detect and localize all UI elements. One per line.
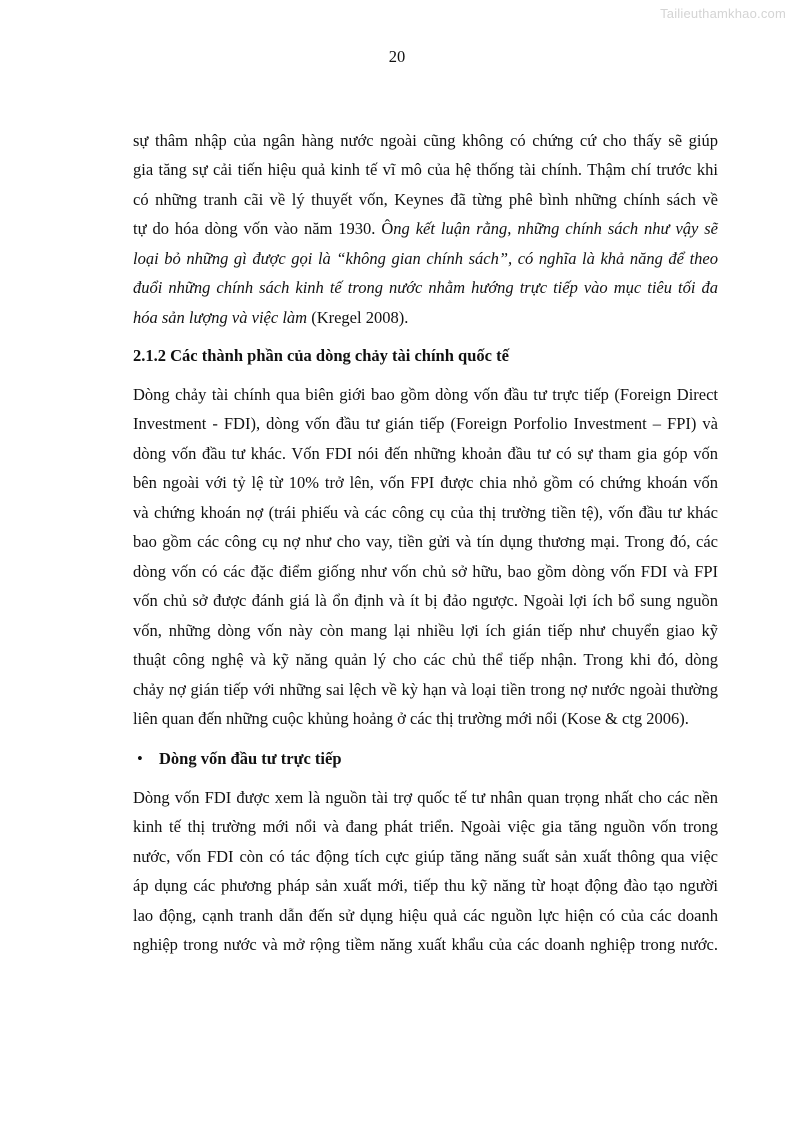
text-line: bên ngoài với tỷ lệ từ 10% trở lên, vốn FPI được chia nhỏ gồm có chứng khoán vốn bbox=[133, 473, 718, 492]
text-line: áp dụng các phương pháp sản xuất mới, tiếp thu kỹ năng từ hoạt động đào tạo người bbox=[133, 876, 718, 895]
text-line bbox=[133, 308, 718, 328]
section-heading: 2.1.2 Các thành phần của dòng chảy tài chính quốc tế bbox=[133, 346, 509, 365]
text-italic: hóa sản lượng và việc làm bbox=[133, 308, 308, 327]
text-line: gia tăng sự cải tiến hiệu quả kinh tế vĩ mô của hệ thống tài chính. Thậm chí trước khi bbox=[133, 160, 718, 179]
text-italic: ng kết luận rằng, những chính sách như vậy sẽ bbox=[393, 219, 719, 238]
text-line: nghiệp trong nước và mở rộng tiềm năng xuất khẩu của các doanh nghiệp trong nước. bbox=[133, 935, 718, 954]
text-line: bao gồm các công cụ nợ như cho vay, tiền gửi và tín dụng thương mại. Trong đó, các bbox=[133, 532, 718, 551]
text-line bbox=[133, 219, 718, 239]
text-line: chảy nợ gián tiếp với những sai lệch về kỳ hạn và loại tiền trong nợ nước ngoài thường bbox=[133, 680, 718, 699]
watermark: Tailieuthamkhao.com bbox=[660, 6, 786, 21]
text-italic: loại bỏ những gì được gọi là “không gian chính sách”, có nghĩa là khả năng để theo bbox=[133, 249, 718, 268]
text-line: vốn chủ sở được đánh giá là ổn định và ít bị đảo ngược. Ngoài lợi ích bổ sung nguồn bbox=[133, 591, 718, 610]
text-line: có những tranh cãi về lý thuyết vốn, Keynes đã từng phê bình những chính sách về bbox=[133, 190, 718, 209]
text-line: sự thâm nhập của ngân hàng nước ngoài cũng không có chứng cứ cho thấy sẽ giúp bbox=[133, 131, 718, 150]
text-italic: đuổi những chính sách kinh tế trong nước nhằm hướng trực tiếp vào mục tiêu tối đa bbox=[133, 278, 718, 297]
citation: (Kregel 2008). bbox=[307, 308, 409, 327]
text-line: kinh tế thị trường mới nổi và đang phát triển. Ngoài việc gia tăng nguồn vốn trong bbox=[133, 817, 718, 836]
text-line: dòng vốn có các đặc điểm giống như vốn chủ sở hữu, bao gồm dòng vốn FDI và FPI bbox=[133, 562, 718, 581]
text-line: Dòng chảy tài chính qua biên giới bao gồm dòng vốn đầu tư trực tiếp (Foreign Direct bbox=[133, 385, 718, 404]
text-line: liên quan đến những cuộc khủng hoảng ở các thị trường mới nổi (Kose & ctg 2006). bbox=[133, 709, 689, 728]
text-line: dòng vốn đầu tư khác. Vốn FDI nói đến những khoản đầu tư có sự tham gia góp vốn bbox=[133, 444, 718, 463]
text-line bbox=[133, 278, 718, 298]
page-number: 20 bbox=[388, 47, 406, 66]
text-line: Dòng vốn FDI được xem là nguồn tài trợ quốc tế tư nhân quan trọng nhất cho các nền bbox=[133, 788, 718, 807]
text-line: Investment - FDI), dòng vốn đầu tư gián tiếp (Foreign Porfolio Investment – FPI) và bbox=[133, 414, 718, 433]
text-line: nước, vốn FDI còn có tác động tích cực giúp tăng năng suất sản xuất thông qua việc bbox=[133, 847, 718, 866]
bullet-icon: • bbox=[137, 749, 143, 768]
text-line: và chứng khoán nợ (trái phiếu và các công cụ của thị trường tiền tệ), vốn đầu tư khác bbox=[133, 503, 718, 522]
bullet-heading: Dòng vốn đầu tư trực tiếp bbox=[159, 749, 342, 768]
text-normal: tự do hóa dòng vốn vào năm 1930. Ô bbox=[133, 219, 394, 238]
text-line bbox=[133, 249, 718, 269]
text-line: lao động, cạnh tranh dẫn đến sử dụng hiệu quả các nguồn lực hiện có của các doanh bbox=[133, 906, 718, 925]
text-line: thuật công nghệ và kỹ năng quản lý cho các chủ thể tiếp nhận. Trong khi đó, dòng bbox=[133, 650, 718, 669]
text-line: vốn, những dòng vốn này còn mang lại nhiều lợi ích gián tiếp như chuyển giao kỹ bbox=[133, 621, 718, 640]
